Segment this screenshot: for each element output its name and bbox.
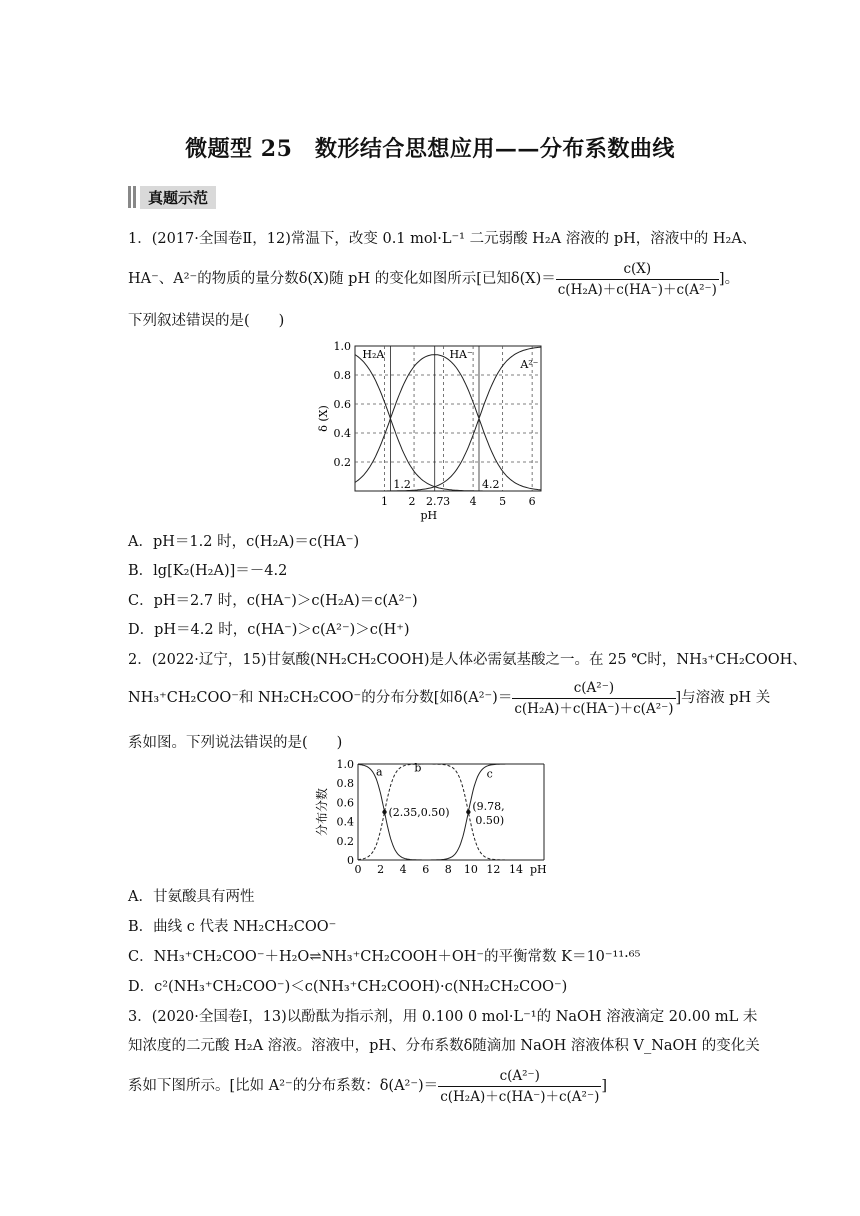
chart1-x-tick-label: 2.7: [425, 495, 444, 508]
chart1-x-tick-label: 5: [499, 495, 507, 508]
page-title: 微题型 25 数形结合思想应用——分布系数曲线: [185, 136, 675, 162]
chart2-x-tick-label: 12: [486, 863, 501, 876]
chart2-x-tick-label: 0: [354, 863, 362, 876]
q3-fraction-num: c(A²⁻): [499, 1067, 540, 1084]
chart1-annotation-pka2: 4.2: [482, 478, 500, 491]
chart1-series-3-line: [355, 347, 541, 491]
chart1-series-label: H₂A: [362, 348, 385, 361]
chart2-x-tick-label: 10: [463, 863, 478, 876]
chart2-point-1-label: (2.35,0.50): [388, 806, 450, 819]
chart2: [312, 756, 552, 881]
q1-line1: 1．(2017·全国卷Ⅱ，12)常温下，改变 0.1 mol·L⁻¹ 二元弱酸 H₂A 溶液的 pH，溶液中的 H₂A、: [128, 231, 757, 247]
q3-fraction: [438, 1066, 601, 1107]
chart2-x-tick-label: 8: [444, 863, 452, 876]
q2-line2: [128, 678, 771, 718]
q2-option-b: B．曲线 c 代表 NH₂CH₂COO⁻: [128, 919, 337, 935]
chart2-point-2-label-2: 0.50): [475, 814, 505, 827]
chart1-y-axis-label: δ (X): [317, 405, 330, 432]
q2-line1: 2．(2022·辽宁，15)甘氨酸(NH₂CH₂COOH)是人体必需氨基酸之一。在 25 ℃时，NH₃⁺CH₂COOH、: [128, 652, 807, 668]
chart1-x-tick-label: 3: [443, 495, 451, 508]
chart2-point-2: [466, 810, 470, 814]
chart1-x-tick-label: 6: [528, 495, 536, 508]
section-tag-bars: [128, 186, 136, 208]
chart2-y-tick-label: 0: [347, 854, 354, 867]
chart2-y-tick-label: 0.4: [336, 815, 354, 829]
section-tag-label: 真题示范: [140, 186, 216, 209]
q1-line2: [128, 259, 738, 299]
q1-option-d: D．pH＝4.2 时，c(HA⁻)＞c(A²⁻)＞c(H⁺): [128, 622, 410, 638]
q1-fraction-den: c(H₂A)＋c(HA⁻)＋c(A²⁻): [556, 279, 719, 300]
chart2-series-label: c: [486, 767, 493, 781]
q3-line2: 知浓度的二元酸 H₂A 溶液。溶液中，pH、分布系数δ随滴加 NaOH 溶液体积 V_NaOH 的变化关: [128, 1038, 760, 1054]
chart2-y-axis-label: 分布分数: [315, 787, 329, 837]
chart2-y-tick-label: 0.6: [336, 796, 354, 810]
q2-option-d: D．c²(NH₃⁺CH₂COO⁻)＜c(NH₃⁺CH₂COOH)·c(NH₂CH₂COO⁻): [128, 979, 568, 995]
chart2-x-axis-label: pH: [530, 863, 547, 876]
chart2-point-2-label-1: (9.78,: [472, 800, 505, 813]
q2-line2-post: ]与溶液 pH 关: [675, 690, 771, 706]
q3-line3: [128, 1066, 738, 1106]
q2-fraction: [512, 678, 675, 719]
chart2-x-tick-label: 2: [377, 863, 385, 876]
q2-fraction-num: c(A²⁻): [573, 679, 615, 696]
chart2-y-tick-label: 1.0: [336, 758, 354, 771]
chart1-y-tick-label: 0.2: [333, 456, 351, 469]
q1-option-c: C．pH＝2.7 时，c(HA⁻)＞c(H₂A)＝c(A²⁻): [128, 593, 418, 609]
chart2-series-label: a: [376, 765, 383, 779]
chart2-x-tick-label: 14: [509, 863, 523, 876]
q1-line2-post: ]。: [718, 271, 740, 287]
chart1-series-label: HA⁻: [449, 348, 473, 361]
chart1-x-tick-label: 2: [408, 495, 416, 508]
q1-option-a: A．pH＝1.2 时，c(H₂A)＝c(HA⁻): [128, 534, 360, 550]
chart1-series-label: A²⁻: [520, 358, 539, 371]
chart2-y-tick-label: 0.2: [336, 834, 354, 848]
q2-option-c: C．NH₃⁺CH₂COO⁻＋H₂O⇌NH₃⁺CH₂COOH＋OH⁻的平衡常数 K＝10⁻¹¹·⁶⁵: [128, 949, 641, 965]
q1-line2-pre: HA⁻、A²⁻的物质的量分数δ(X)随 pH 的变化如图所示[已知δ(X)＝: [128, 271, 556, 287]
q2-option-a: A．甘氨酸具有两性: [128, 889, 255, 905]
chart1-y-tick-label: 1.0: [333, 340, 351, 353]
chart2-x-tick-label: 6: [422, 863, 430, 876]
q2-fraction-den: c(H₂A)＋c(HA⁻)＋c(A²⁻): [512, 698, 675, 719]
chart1-y-tick-label: 0.8: [333, 369, 351, 382]
chart2-y-tick-label: 0.8: [336, 777, 354, 791]
chart2-point-1: [382, 810, 386, 814]
chart1-y-tick-label: 0.6: [333, 398, 351, 411]
chart1-x-axis-label: pH: [420, 509, 438, 522]
chart1-x-tick-label: 1: [381, 495, 389, 508]
chart1: [315, 338, 555, 528]
q1-option-b: B．lg[K₂(H₂A)]＝－4.2: [128, 563, 288, 579]
chart2-series-label: b: [414, 761, 422, 775]
q2-line3: 系如图。下列说法错误的是( ): [128, 735, 343, 751]
q1-line3: 下列叙述错误的是( ): [128, 313, 285, 329]
q1-fraction-num: c(X): [623, 260, 652, 277]
q3-line3-post: ]: [601, 1078, 608, 1094]
chart1-plot-frame: [355, 346, 541, 491]
q3-line1: 3．(2020·全国卷Ⅰ，13)以酚酞为指示剂，用 0.100 0 mol·L⁻¹的 NaOH 溶液滴定 20.00 mL 未: [128, 1009, 758, 1025]
chart1-x-tick-label: 4: [469, 495, 477, 508]
q1-fraction: [556, 259, 719, 300]
chart1-y-tick-label: 0.4: [333, 427, 351, 440]
chart1-annotation-pka1: 1.2: [393, 478, 411, 491]
q3-line3-pre: 系如下图所示。[比如 A²⁻的分布系数：δ(A²⁻)＝: [128, 1078, 439, 1094]
q2-line2-pre: NH₃⁺CH₂COO⁻和 NH₂CH₂COO⁻的分布分数[如δ(A²⁻)＝: [128, 690, 513, 706]
chart2-x-tick-label: 4: [399, 863, 407, 876]
q3-fraction-den: c(H₂A)＋c(HA⁻)＋c(A²⁻): [438, 1086, 601, 1107]
section-tag: [128, 186, 216, 208]
